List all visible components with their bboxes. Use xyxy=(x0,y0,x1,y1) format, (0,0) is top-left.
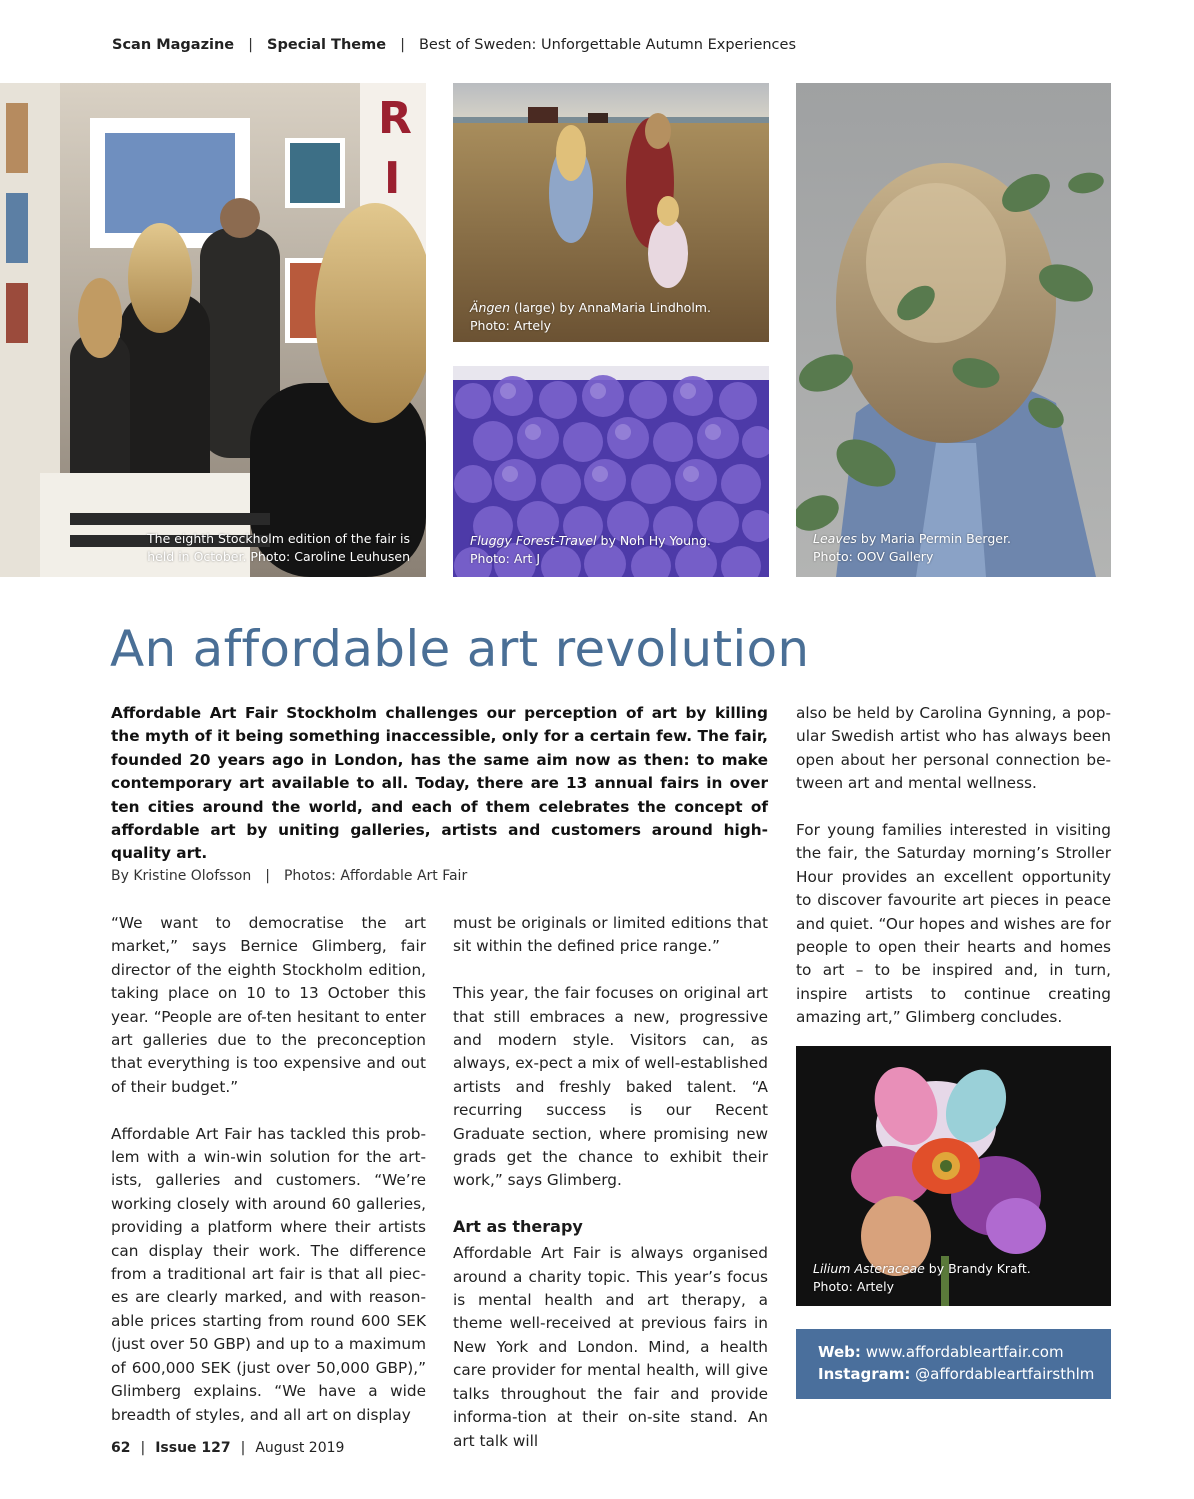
paragraph: also be held by Carolina Gynning, a pop-ular Swedish artist who has always been open about her personal connection be-tween art and mental wellness. xyxy=(796,704,1111,793)
caption-rest: by Maria Permin Berger. xyxy=(856,531,1011,546)
byline-photos: Photos: Affordable Art Fair xyxy=(283,868,468,884)
caption-line xyxy=(470,299,711,317)
photo-leaves xyxy=(796,83,1111,577)
article-column-3 xyxy=(796,702,1111,1053)
artwork-title: Lilium Asteraceae xyxy=(813,1261,925,1276)
web-line xyxy=(818,1341,1111,1363)
web-link[interactable]: www.affordableartfair.com xyxy=(860,1343,1064,1361)
leaves-painting-image xyxy=(796,83,1111,577)
paragraph: For young families interested in visiting the fair, the Saturday morning’s Stroller Hour provides an excellent opportunity to discover favourite art pieces in peace and quiet. “Our hopes and wishes are for people to open their hearts and homes to art – to be inspired and, in turn, inspire artists to continue creating amazing art,” Glimberg concludes. xyxy=(796,821,1111,1027)
caption-line: Photo: Art J xyxy=(470,551,541,566)
artwork-title: Ängen xyxy=(470,300,511,315)
paragraph: This year, the fair focuses on original art that still embraces a new, progressive and modern style. Visitors can, as always, ex-pect a mix of well-established artists and freshly baked talent. “A recurring success is our Recent Graduate section, where promising new grads get the chance to exhibit their work,” says Glimberg. xyxy=(453,984,768,1190)
fair-interior-image xyxy=(0,83,426,577)
paragraph: must be originals or limited editions that sit within the defined price range.” xyxy=(453,914,768,956)
theme-name: Best of Sweden: Unforgettable Autumn Experiences xyxy=(418,37,797,53)
photo-caption xyxy=(813,1260,1031,1296)
section-name: Special Theme xyxy=(267,37,387,53)
caption-line: The eighth Stockholm edition of the fair is xyxy=(147,531,410,546)
photo-lilium xyxy=(796,1046,1111,1306)
caption-rest: (large) by AnnaMaria Lindholm. xyxy=(510,300,711,315)
instagram-line xyxy=(818,1363,1111,1385)
magazine-name: Scan Magazine xyxy=(112,37,235,53)
photo-caption xyxy=(813,530,1011,566)
photo-caption xyxy=(470,299,711,335)
subheading: Art as therapy xyxy=(453,1217,583,1237)
issue-date: August 2019 xyxy=(255,1440,345,1456)
byline: By Kristine Olofsson | Photos: Affordable Art Fair xyxy=(111,868,468,884)
contact-info-box xyxy=(796,1329,1111,1399)
article-column-1 xyxy=(111,912,426,1450)
photo-caption xyxy=(470,532,711,568)
photo-caption xyxy=(147,530,410,566)
caption-rest: by Noh Hy Young. xyxy=(596,533,711,548)
photo-fair-interior xyxy=(0,83,426,577)
article-column-2 xyxy=(453,912,768,1476)
page-number: 62 xyxy=(111,1440,131,1456)
web-label: Web: xyxy=(818,1343,861,1361)
caption-line: Photo: Artely xyxy=(470,318,551,333)
running-header: Scan Magazine | Special Theme | Best of Sweden: Unforgettable Autumn Experiences xyxy=(112,37,797,53)
caption-line: held in October. Photo: Caroline Leuhusen xyxy=(147,549,410,564)
caption-line xyxy=(813,1260,1031,1278)
article-lead: Affordable Art Fair Stockholm challenges our perception of art by killing the myth of it being something inaccessible, only for a certain few. The fair, founded 20 years ago in London, has the same aim now as then: to make contemporary art available to all. Today, there are 13 annual fairs in over ten cities around the world, and each of them celebrates the concept of affordable art by uniting galleries, artists and customers around high-quality art. xyxy=(111,704,768,863)
photo-angen xyxy=(453,83,769,342)
issue-number: Issue 127 xyxy=(155,1440,231,1456)
artwork-title: Fluggy Forest-Travel xyxy=(470,533,597,548)
caption-line: Photo: OOV Gallery xyxy=(813,549,934,564)
caption-rest: by Brandy Kraft. xyxy=(924,1261,1031,1276)
photo-fluggy-forest xyxy=(453,366,769,577)
instagram-handle[interactable]: @affordableartfairsthlm xyxy=(910,1365,1095,1383)
paragraph: “We want to democratise the art market,” says Bernice Glimberg, fair director of the eighth Stockholm edition, taking place on 10 to 13 October this year. “People are of-ten hesitant to enter art galleries due to the preconception that everything is too expensive and out of their budget.” xyxy=(111,914,426,1096)
instagram-label: Instagram: xyxy=(818,1365,911,1383)
artwork-title: Leaves xyxy=(813,531,857,546)
paragraph: Affordable Art Fair is always organised around a charity topic. This year’s focus is mental health and art therapy, a theme well-received at previous fairs in New York and London. Mind, a health care provider for mental health, will give talks throughout the fair and provide informa-tion at their on-site stand. An art talk will xyxy=(453,1244,768,1450)
caption-line: Photo: Artely xyxy=(813,1279,894,1294)
caption-line xyxy=(813,530,1011,548)
svg-text:I: I xyxy=(384,153,401,204)
svg-text:R: R xyxy=(378,93,412,144)
caption-line xyxy=(470,532,711,550)
article-title: An affordable art revolution xyxy=(110,620,810,678)
byline-author: By Kristine Olofsson xyxy=(111,868,252,884)
paragraph: Affordable Art Fair has tackled this prob-lem with a win-win solution for the art-ists, galleries and customers. “We’re working closely with around 60 galleries, providing a platform where their artists can display their work. The difference from a traditional art fair is that all piec-es are clearly marked, and with reason-able prices starting from round 600 SEK (just over 50 GBP) and up to a maximum of 600,000 SEK (just over 50,000 GBP),” Glimberg explains. “We have a wide breadth of styles, and all art on display xyxy=(111,1124,426,1424)
page-footer: 62 | Issue 127 | August 2019 xyxy=(111,1440,345,1456)
